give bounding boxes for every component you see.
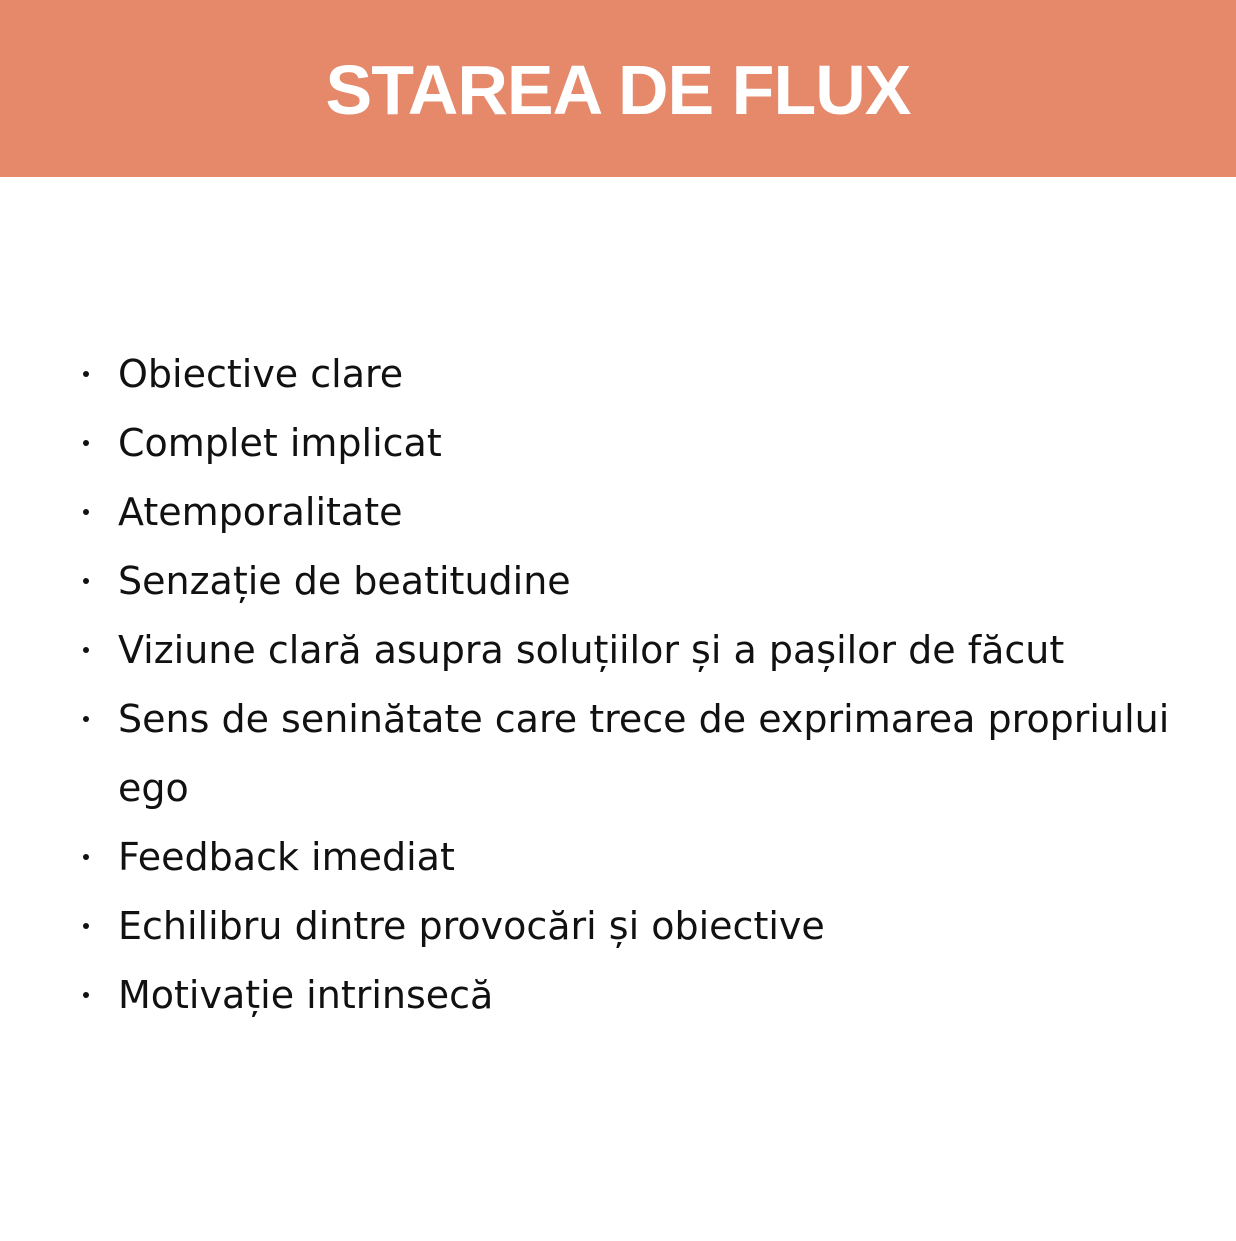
title-banner (0, 0, 1236, 177)
page-title: STAREA DE FLUX (325, 50, 911, 129)
list-item-text: Sens de seninătate care trece de exprimarea propriului ego (118, 697, 1170, 810)
list-item (80, 685, 1190, 823)
list-item (80, 961, 1190, 1030)
list-item-text: Obiective clare (118, 352, 404, 396)
bullet-dot-icon (83, 440, 89, 446)
list-item (80, 616, 1190, 685)
bullet-dot-icon (83, 578, 89, 584)
list-item-text: Senzație de beatitudine (118, 559, 571, 603)
bullet-dot-icon (83, 371, 89, 377)
list-item-text: Motivație intrinsecă (118, 973, 494, 1017)
list-item-text: Atemporalitate (118, 490, 403, 534)
list-item (80, 547, 1190, 616)
list-item (80, 340, 1190, 409)
list-item (80, 892, 1190, 961)
bullet-dot-icon (83, 647, 89, 653)
list-item-text: Feedback imediat (118, 835, 455, 879)
list-item (80, 823, 1190, 892)
bullet-dot-icon (83, 923, 89, 929)
list-item-text: Complet implicat (118, 421, 442, 465)
list-item-text: Viziune clară asupra soluțiilor și a pașilor de făcut (118, 628, 1065, 672)
list-item-text: Echilibru dintre provocări și obiective (118, 904, 825, 948)
bullet-list (80, 340, 1190, 1030)
bullet-dot-icon (83, 716, 89, 722)
list-item (80, 478, 1190, 547)
bullet-dot-icon (83, 854, 89, 860)
list-item (80, 409, 1190, 478)
bullet-dot-icon (83, 992, 89, 998)
bullet-dot-icon (83, 509, 89, 515)
